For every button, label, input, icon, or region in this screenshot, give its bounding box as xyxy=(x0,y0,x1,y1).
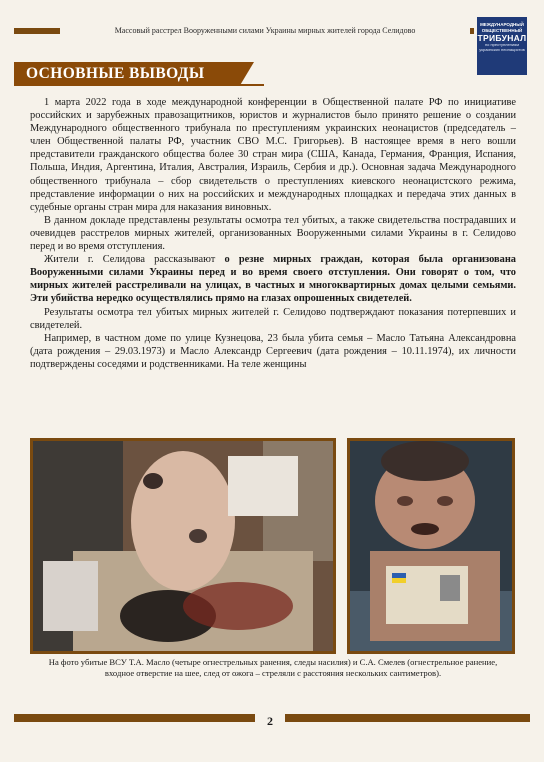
header-title: Массовый расстрел Вооруженными силами Украины мирных жителей города Селидово xyxy=(60,24,470,38)
photo-left-image xyxy=(33,441,333,651)
paragraph-4: Результаты осмотра тел убитых мирных жителей г. Селидово подтверждают показания потерпевших и свидетелей. xyxy=(30,306,516,331)
photo-left xyxy=(33,441,333,651)
photo-right-frame xyxy=(347,438,515,654)
photo-left-frame xyxy=(30,438,336,654)
photo-right xyxy=(350,441,512,651)
section-title: ОСНОВНЫЕ ВЫВОДЫ xyxy=(26,65,205,82)
photo-caption: На фото убитые ВСУ Т.А. Масло (четыре огнестрельных ранения, следы насилия) и С.А. Смелев (огнестрельное ранение, входное отверстие на шее, след от ожога – стреляли с расстояния нескольких сантиметров). xyxy=(48,657,498,678)
tribunal-logo xyxy=(477,17,527,75)
logo-line-2: ТРИБУНАЛ xyxy=(477,33,527,43)
paragraph-5: Например, в частном доме по улице Кузнецова, 23 была убита семья – Масло Татьяна Александровна (дата рождения – 29.03.1973) и Масло Александр Сергеевич (дата рождения – 10.11.1974), их личности подтверждены соседями и родственниками. На теле женщины xyxy=(30,332,516,370)
paragraph-3-bold: о резне мирных граждан, которая была организована Вооруженными силами Украины перед и во время своего отступления. Они говорят о том, что мирных жителей расстреливали на улицах, в частных и многоквартирных домах целыми семьями. Эти убийства нередко осуществлялись прямо на глазах опрошенных свидетелей. xyxy=(30,254,517,305)
photo-right-image xyxy=(350,441,512,651)
logo-line-1: МЕЖДУНАРОДНЫЙ ОБЩЕСТВЕННЫЙ xyxy=(480,22,524,33)
paragraph-3 xyxy=(30,253,516,305)
page-number: 2 xyxy=(255,708,285,734)
body-text xyxy=(30,96,516,371)
paragraph-2: В данном докладе представлены результаты осмотра тел убитых, а также свидетельства пострадавших и очевидцев расстрелов мирных жителей, организованных Вооруженными силами Украины в г. Селидово перед и во время отступления. xyxy=(30,214,516,253)
logo-line-3: по преступлениям украинских неонацистов xyxy=(479,42,525,52)
paragraph-3-lead: Жители г. Селидова рассказывают xyxy=(44,254,225,266)
paragraph-1: 1 марта 2022 года в ходе международной конференции в Общественной палате РФ по инициативе российских и зарубежных правозащитников, юристов и журналистов было принято решение о создании Международного общественного трибунала по преступлениям украинских неонацистов (председатель – член Общественной палаты РФ, участник СВО М.С. Григорьев). В настоящее время в него вошли представители гражданского общества более 30 стран мира (США, Канада, Германия, Франция, Испания, Польша, Индия, Аргентина, Италия, Австралия, Израиль, Сербия и др.). Основная задача Международного общественного трибунала – сбор свидетельств о преступлениях киевского неонацистского режима, представление информации о них на российских и международных площадках и передача этих данных в судебные органы стран мира для наказания виновных. xyxy=(30,97,516,213)
